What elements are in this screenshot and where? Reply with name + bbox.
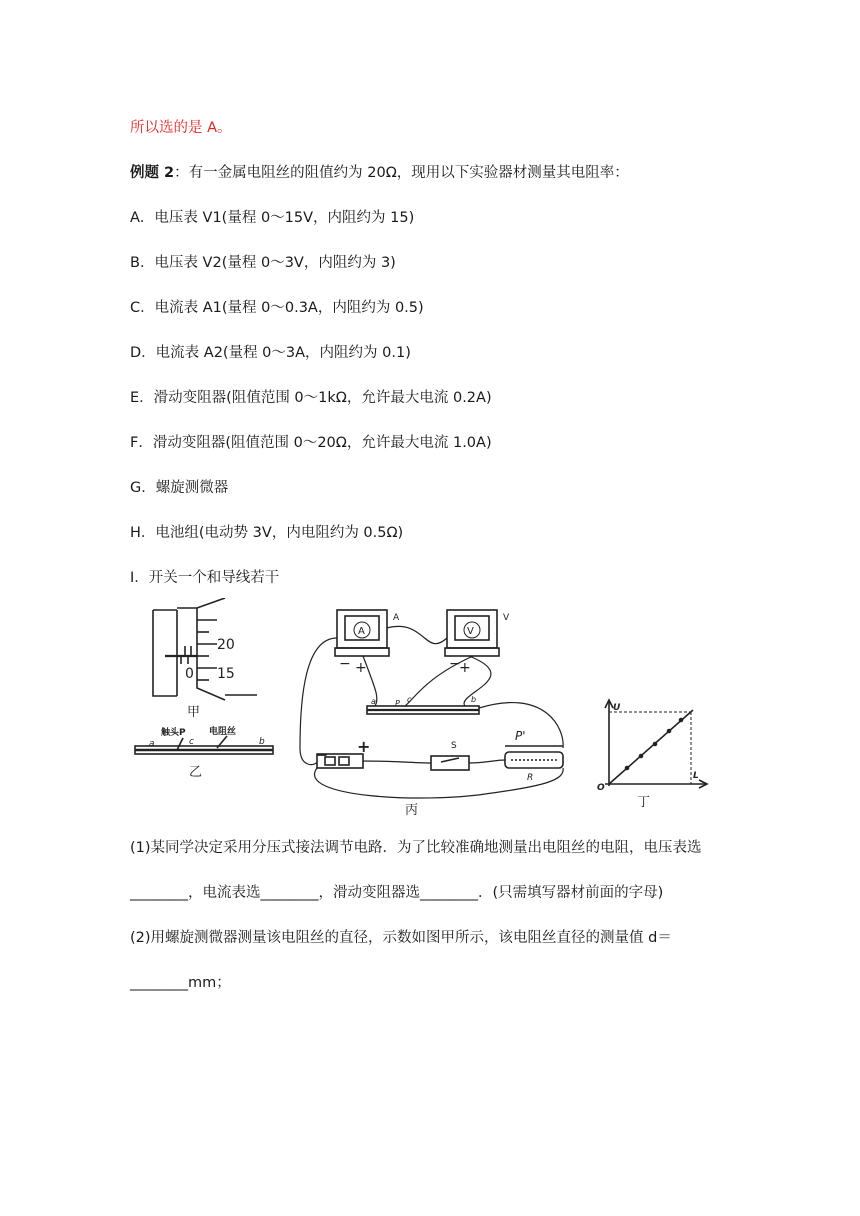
question-1-line-2: ________，电流表选________，滑动变阻器选________．(只需填写器材前面的字母) [130,885,664,901]
question-1-line-1: (1)某同学决定采用分压式接法调节电路．为了比较准确地测量出电阻丝的电阻，电压表选 [130,840,702,856]
rail-label-c: c [407,695,412,704]
rheostat-p-label: P' [515,729,526,743]
micrometer-label-20: 20 [217,637,235,653]
caption-bing: 丙 [405,803,419,818]
label-a: a [149,739,155,749]
ammeter-face-label: A [358,626,365,637]
example-heading [130,163,629,183]
rheostat-r-label: R [527,773,534,783]
caption-jia: 甲 [187,705,201,720]
ammeter-label: A [393,613,400,623]
option-d: D．电流表 A2(量程 0～3A，内阻约为 0.1) [130,345,411,361]
question-2-line-2: ________mm； [130,975,231,991]
wire-label: 电阻丝 [209,727,237,737]
graph-l-label: L [693,771,699,781]
switch-label: S [451,741,457,751]
option-c: C．电流表 A1(量程 0～0.3A，内阻约为 0.5) [130,300,424,316]
graph-u-label: U [613,703,621,713]
voltmeter-label: V [503,613,510,623]
option-h: H．电池组(电动势 3V，内电阻约为 0.5Ω) [130,525,404,541]
question-2-line-1: (2)用螺旋测微器测量该电阻丝的直径，示数如图甲所示，该电阻丝直径的测量值 d＝ [130,930,672,946]
option-a: A．电压表 V1(量程 0～15V，内阻约为 15) [130,210,415,226]
resistance-wire-diagram [135,736,273,754]
battery-plus: + [357,737,371,756]
label-b: b [259,737,265,747]
circuit-diagram [300,610,563,798]
example-label: 例题 2 [130,165,175,181]
option-i: I．开关一个和导线若干 [130,570,280,586]
option-b: B．电压表 V2(量程 0～3V，内阻约为 3) [130,255,396,271]
voltmeter-minus: − [449,656,461,672]
rail-label-p: P [395,699,400,708]
rail-label-a: a [371,697,376,706]
micrometer-diagram [153,598,257,700]
micrometer-label-0: 0 [185,666,194,682]
rail-label-b: b [471,695,477,704]
graph-o-label: O [597,783,605,793]
experiment-figure [125,598,735,820]
answer-line: 所以选的是 A。 [130,120,232,136]
battery-minus: − [315,745,329,764]
voltmeter-face-label: V [467,626,474,637]
contact-label: 触头P [161,728,186,738]
label-c: c [189,737,194,747]
option-g: G．螺旋测微器 [130,480,229,496]
caption-yi: 乙 [189,765,203,780]
example-text: ：有一金属电阻丝的阻值约为 20Ω，现用以下实验器材测量其电阻率： [174,165,629,181]
micrometer-label-15: 15 [217,666,235,682]
option-f: F．滑动变阻器(阻值范围 0～20Ω，允许最大电流 1.0A) [130,435,492,451]
voltmeter-plus: + [459,660,471,676]
u-l-graph [605,700,707,788]
option-e: E．滑动变阻器(阻值范围 0～1kΩ，允许最大电流 0.2A) [130,390,492,406]
ammeter-plus: + [355,660,367,676]
caption-ding: 丁 [637,795,651,810]
ammeter-minus: − [339,656,351,672]
